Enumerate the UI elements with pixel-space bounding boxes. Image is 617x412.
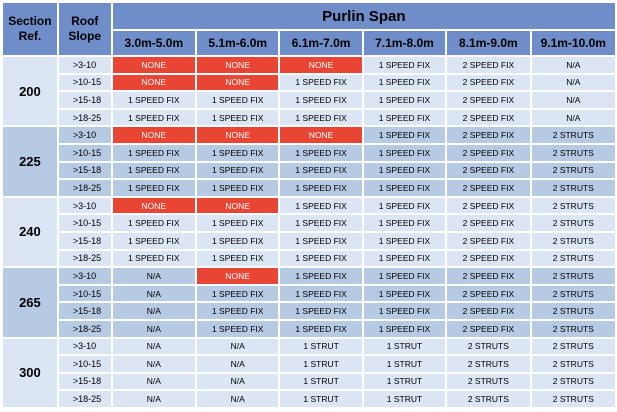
value-cell: N/A [532,92,615,108]
none-cell: NONE [113,57,195,73]
table-row [3,374,615,390]
value-cell: 2 STRUTS [532,127,615,143]
value-cell: 1 SPEED FIX [197,145,278,161]
value-cell: 2 STRUTS [532,286,615,302]
value-cell: N/A [113,339,195,355]
value-cell: N/A [113,374,195,390]
value-cell: N/A [532,75,615,91]
value-cell: 2 SPEED FIX [447,163,529,179]
value-cell: 1 STRUT [280,391,361,407]
value-cell: 2 STRUTS [532,163,615,179]
value-cell: 1 SPEED FIX [364,180,445,196]
value-cell: 1 SPEED FIX [364,321,445,337]
value-cell: 1 SPEED FIX [364,198,445,214]
roof-slope-cell [59,321,111,337]
value-cell: N/A [532,110,615,126]
table-row [3,391,615,407]
value-cell: 1 STRUT [280,356,361,372]
table-row [3,127,615,143]
value-cell: 2 STRUTS [532,215,615,231]
roof-slope-label: >10-15 [72,147,102,158]
value-cell: N/A [197,339,278,355]
value-cell: 1 SPEED FIX [113,145,195,161]
span-col-6: 9.1m-10.0m [532,31,615,55]
value-cell: 1 SPEED FIX [364,163,445,179]
value-cell: 2 STRUTS [532,180,615,196]
span-col-4: 7.1m-8.0m [364,31,445,55]
roof-slope-label: >18-25 [72,253,102,264]
value-cell: 1 SPEED FIX [280,286,361,302]
roof-slope-cell [59,339,111,355]
value-cell: N/A [113,286,195,302]
none-cell: NONE [113,75,195,91]
roof-slope-cell [59,215,111,231]
value-cell: 1 SPEED FIX [364,251,445,267]
value-cell: 2 STRUTS [532,321,615,337]
table-row [3,215,615,231]
value-cell: 1 SPEED FIX [364,127,445,143]
value-cell: 2 STRUTS [532,339,615,355]
section-ref-cell: 300 [3,339,57,407]
value-cell: 1 SPEED FIX [113,180,195,196]
value-cell: 1 SPEED FIX [280,180,361,196]
value-cell: N/A [113,268,195,284]
section-ref-cell: 240 [3,198,57,266]
table-row [3,92,615,108]
value-cell: 1 STRUT [364,356,445,372]
span-col-2: 5.1m-6.0m [197,31,278,55]
value-cell: 2 SPEED FIX [447,75,529,91]
value-cell: 1 SPEED FIX [280,251,361,267]
value-cell: N/A [532,57,615,73]
value-cell: 1 SPEED FIX [280,303,361,319]
value-cell: 1 STRUT [280,374,361,390]
value-cell: 1 SPEED FIX [197,233,278,249]
roof-slope-cell [59,145,111,161]
roof-slope-label: >15-18 [72,235,102,246]
roof-slope-label: >15-18 [72,376,102,387]
roof-slope-header: Roof Slope [59,3,111,55]
none-cell: NONE [197,198,278,214]
table-row [3,339,615,355]
purlin-span-table [1,1,617,409]
value-cell: 2 SPEED FIX [447,127,529,143]
roof-slope-label: >3-10 [72,341,97,352]
value-cell: 2 STRUTS [532,145,615,161]
roof-slope-cell [59,92,111,108]
value-cell: 2 SPEED FIX [447,233,529,249]
value-cell: 1 SPEED FIX [280,110,361,126]
value-cell: 2 SPEED FIX [447,268,529,284]
value-cell: 1 SPEED FIX [364,57,445,73]
roof-slope-label: >15-18 [72,306,102,317]
roof-slope-label: >18-25 [72,182,102,193]
span-col-1: 3.0m-5.0m [113,31,195,55]
value-cell: 1 SPEED FIX [197,110,278,126]
value-cell: 1 STRUT [364,391,445,407]
value-cell: 2 STRUTS [447,374,529,390]
roof-slope-label: >18-25 [72,323,102,334]
span-col-3: 6.1m-7.0m [280,31,361,55]
table-row [3,286,615,302]
value-cell: 2 STRUTS [532,391,615,407]
roof-slope-cell [59,374,111,390]
value-cell: N/A [197,391,278,407]
value-cell: 1 SPEED FIX [364,145,445,161]
roof-slope-cell [59,163,111,179]
roof-slope-label: >10-15 [72,218,102,229]
value-cell: 1 SPEED FIX [280,215,361,231]
table-row [3,251,615,267]
value-cell: 1 SPEED FIX [280,75,361,91]
value-cell: 2 SPEED FIX [447,215,529,231]
value-cell: N/A [113,356,195,372]
value-cell: 2 SPEED FIX [447,321,529,337]
value-cell: 1 SPEED FIX [364,286,445,302]
table-row [3,321,615,337]
roof-slope-cell [59,180,111,196]
value-cell: N/A [113,303,195,319]
table-row [3,303,615,319]
value-cell: 1 SPEED FIX [197,286,278,302]
value-cell: 2 SPEED FIX [447,145,529,161]
roof-slope-label: >15-18 [72,165,102,176]
roof-slope-label: >18-25 [72,112,102,123]
value-cell: 2 SPEED FIX [447,110,529,126]
roof-slope-label: >3-10 [72,200,97,211]
table-row [3,75,615,91]
value-cell: 2 STRUTS [532,303,615,319]
roof-slope-cell [59,286,111,302]
value-cell: 1 STRUT [364,374,445,390]
value-cell: 1 STRUT [364,339,445,355]
value-cell: 1 SPEED FIX [113,251,195,267]
value-cell: 2 SPEED FIX [447,251,529,267]
value-cell: N/A [197,374,278,390]
value-cell: 1 SPEED FIX [280,163,361,179]
value-cell: 1 SPEED FIX [197,251,278,267]
roof-slope-label: >3-10 [72,270,97,281]
value-cell: N/A [113,321,195,337]
value-cell: 2 SPEED FIX [447,92,529,108]
value-cell: 2 SPEED FIX [447,303,529,319]
value-cell: 2 STRUTS [532,251,615,267]
value-cell: 1 SPEED FIX [113,163,195,179]
roof-slope-label: >10-15 [72,77,102,88]
span-col-5: 8.1m-9.0m [447,31,529,55]
roof-slope-label: >10-15 [72,288,102,299]
table-row [3,198,615,214]
roof-slope-label: >3-10 [72,130,97,141]
value-cell: 1 SPEED FIX [113,92,195,108]
none-cell: NONE [280,57,361,73]
purlin-span-header: Purlin Span [113,3,615,29]
none-cell: NONE [197,268,278,284]
value-cell: 1 SPEED FIX [197,321,278,337]
value-cell: 2 SPEED FIX [447,180,529,196]
table-row [3,180,615,196]
none-cell: NONE [113,127,195,143]
value-cell: 1 SPEED FIX [197,92,278,108]
roof-slope-cell [59,57,111,73]
value-cell: 1 STRUT [280,339,361,355]
value-cell: 2 STRUTS [447,356,529,372]
value-cell: 1 SPEED FIX [364,233,445,249]
roof-slope-label: >3-10 [72,59,97,70]
section-ref-cell: 265 [3,268,57,336]
table-row [3,268,615,284]
roof-slope-cell [59,233,111,249]
value-cell: 1 SPEED FIX [197,303,278,319]
value-cell: 2 SPEED FIX [447,286,529,302]
value-cell: 2 STRUTS [532,268,615,284]
value-cell: 1 SPEED FIX [364,303,445,319]
value-cell: 1 SPEED FIX [197,180,278,196]
roof-slope-cell [59,75,111,91]
section-ref-header: Section Ref. [3,3,57,55]
table-row [3,233,615,249]
table-body [3,57,615,407]
value-cell: 1 SPEED FIX [197,163,278,179]
value-cell: 2 STRUTS [532,356,615,372]
value-cell: 2 SPEED FIX [447,198,529,214]
roof-slope-label: >15-18 [72,94,102,105]
roof-slope-cell [59,268,111,284]
roof-slope-cell [59,303,111,319]
value-cell: 1 SPEED FIX [364,268,445,284]
value-cell: 1 SPEED FIX [280,321,361,337]
value-cell: 1 SPEED FIX [364,75,445,91]
none-cell: NONE [280,127,361,143]
roof-slope-cell [59,110,111,126]
value-cell: 1 SPEED FIX [364,215,445,231]
value-cell: 2 STRUTS [532,198,615,214]
value-cell: 2 STRUTS [447,339,529,355]
table-row [3,145,615,161]
value-cell: 1 SPEED FIX [280,198,361,214]
value-cell: N/A [197,356,278,372]
table-row [3,356,615,372]
table-row [3,163,615,179]
value-cell: 2 STRUTS [532,233,615,249]
roof-slope-cell [59,356,111,372]
table-row [3,57,615,73]
value-cell: 1 SPEED FIX [364,92,445,108]
roof-slope-cell [59,251,111,267]
value-cell: 2 STRUTS [532,374,615,390]
value-cell: 2 SPEED FIX [447,57,529,73]
none-cell: NONE [197,75,278,91]
value-cell: 1 SPEED FIX [113,110,195,126]
roof-slope-cell [59,391,111,407]
none-cell: NONE [197,127,278,143]
value-cell: 1 SPEED FIX [280,233,361,249]
value-cell: 2 STRUTS [447,391,529,407]
value-cell: N/A [113,391,195,407]
value-cell: 1 SPEED FIX [197,215,278,231]
roof-slope-cell [59,198,111,214]
value-cell: 1 SPEED FIX [280,268,361,284]
roof-slope-label: >10-15 [72,358,102,369]
section-ref-cell: 200 [3,57,57,125]
value-cell: 1 SPEED FIX [113,233,195,249]
value-cell: 1 SPEED FIX [113,215,195,231]
value-cell: 1 SPEED FIX [364,110,445,126]
none-cell: NONE [113,198,195,214]
section-ref-cell: 225 [3,127,57,195]
value-cell: 1 SPEED FIX [280,145,361,161]
none-cell: NONE [197,57,278,73]
roof-slope-cell [59,127,111,143]
roof-slope-label: >18-25 [72,394,102,405]
value-cell: 1 SPEED FIX [280,92,361,108]
table-row [3,110,615,126]
